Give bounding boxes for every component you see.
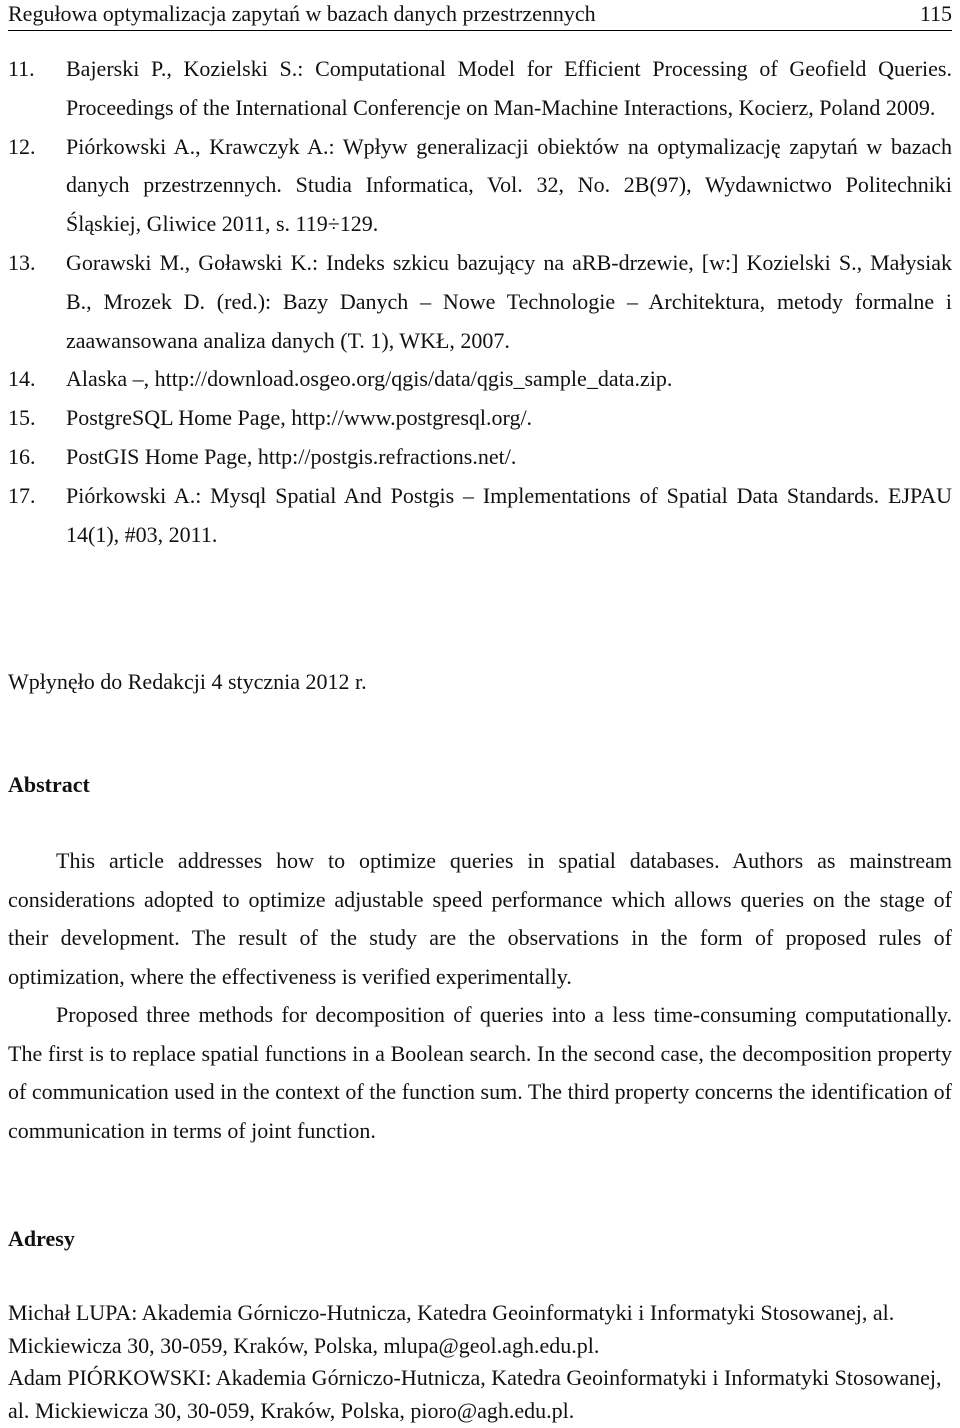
reference-text: Gorawski M., Goławski K.: Indeks szkicu bazujący na aRB-drzewie, [w:] Kozielski S., Małysiak B., Mrozek D. (red.): Bazy Danych – Nowe Technologie – Architektura, metody formalne i zaawansowana analiza danych (T. 1), WKŁ, 2007. [66,249,952,353]
page-number: 115 [919,1,952,26]
reference-list [8,50,952,554]
reference-item [8,477,952,555]
reference-text: Alaska –, http://download.osgeo.org/qgis/data/qgis_sample_data.zip. [66,366,673,392]
reference-number: 17. [8,482,36,508]
abstract-body [8,842,952,1150]
addresses-heading: Adresy [8,1226,75,1251]
address-entry: Adam PIÓRKOWSKI: Akademia Górniczo-Hutnicza, Katedra Geoinformatyki i Informatyki Stosowanej, al. Mickiewicza 30, 30-059, Kraków, Polska, pioro@agh.edu.pl. [8,1365,942,1423]
addresses-body [8,1297,952,1427]
reference-number: 12. [8,133,36,159]
reference-number: 15. [8,405,36,431]
running-header [8,0,952,31]
reference-number: 16. [8,443,36,469]
running-title: Regułowa optymalizacja zapytań w bazach danych przestrzennych [8,1,596,26]
reference-number: 14. [8,366,36,392]
reference-number: 13. [8,249,36,275]
abstract-paragraph: Proposed three methods for decomposition of queries into a less time-consuming computationally. The first is to replace spatial functions in a Boolean search. In the second case, the decomposition property of communication used in the context of the function sum. The third property concerns the identification of communication in terms of joint function. [8,1002,952,1143]
reference-text: Piórkowski A.: Mysql Spatial And Postgis – Implementations of Spatial Data Standards. EJPAU 14(1), #03, 2011. [66,482,952,547]
reference-text: Bajerski P., Kozielski S.: Computational Model for Efficient Processing of Geofield Queries. Proceedings of the International Conferencje on Man-Machine Interactions, Kocierz, Poland 2009. [66,56,952,120]
reference-text: Piórkowski A., Krawczyk A.: Wpływ generalizacji obiektów na optymalizację zapytań w bazach danych przestrzennych. Studia Informatica, Vol. 32, No. 2B(97), Wydawnictwo Politechniki Śląskiej, Gliwice 2011, s. 119÷129. [66,133,952,237]
reference-item [8,244,952,360]
reference-text: PostGIS Home Page, http://postgis.refractions.net/. [66,443,517,469]
reference-item [8,399,952,438]
abstract-heading: Abstract [8,772,90,797]
reference-number: 11. [8,56,35,81]
reference-item [8,360,952,399]
abstract-paragraph: This article addresses how to optimize queries in spatial databases. Authors as mainstream considerations adopted to optimize adjustable speed performance which allows queries on the stage of their development. The result of the study are the observations in the form of proposed rules of optimization, where the effectiveness is verified experimentally. [8,848,952,989]
reference-text: PostgreSQL Home Page, http://www.postgresql.org/. [66,405,533,431]
received-date: Wpłynęło do Redakcji 4 stycznia 2012 r. [8,669,367,694]
reference-item [8,438,952,477]
reference-item [8,50,952,128]
address-entry: Michał LUPA: Akademia Górniczo-Hutnicza, Katedra Geoinformatyki i Informatyki Stosowanej, al. Mickiewicza 30, 30-059, Kraków, Polska, mlupa@geol.agh.edu.pl. [8,1300,895,1358]
reference-item [8,128,952,244]
